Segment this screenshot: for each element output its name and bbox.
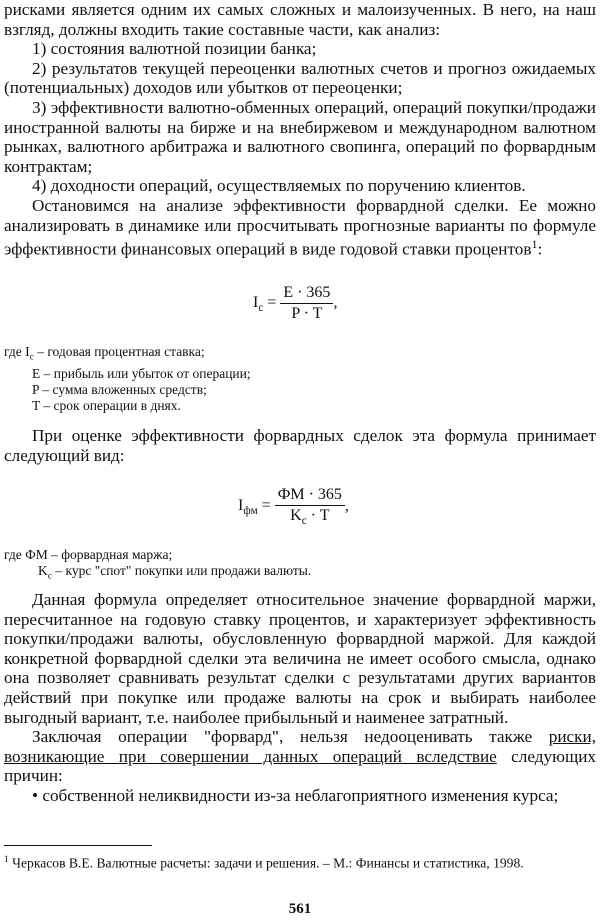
formula-denominator: P · T <box>291 305 323 322</box>
formula-lhs: $I_{фм}$ = <box>238 497 271 518</box>
definition-row: где $I_c$ – годовая процентная ставка; <box>4 344 205 363</box>
footnote <box>4 852 594 872</box>
formula-annual-rate <box>253 284 337 323</box>
paragraph-risks: Заключая операции "форвард", нельзя недооценивать также риски, возникающие при совершении данных операций вследствие следующих причин: <box>4 727 596 786</box>
definitions-list-2 <box>4 547 311 585</box>
footnote-mark: 1 <box>4 855 9 865</box>
text-block-lower <box>4 590 596 806</box>
formula-fraction <box>275 486 345 527</box>
paragraph-forward-formula: При оценке эффективности форвардных сделок эта формула принимает следующий вид: <box>4 426 596 465</box>
formula-forward-rate <box>238 486 349 527</box>
list-item-4: 4) доходности операций, осуществляемых по поручению клиентов. <box>32 176 526 196</box>
page-text <box>4 0 596 259</box>
formula-numerator: E · 365 <box>280 284 333 304</box>
paragraph-forward-analysis-text: Остановимся на анализе эффективности форвардной сделки. Ее можно анализировать в динамике или просчитывать прогнозные варианты по формуле эффективности финансовых операций в виде годовой ставки процентов <box>4 195 596 259</box>
definition-row: где ФМ – форвардная маржа; <box>4 547 173 562</box>
paragraph-intro: рисками является одним их самых сложных и малоизученных. В него, на наш взгляд, должны входить такие составные части, как анализ: <box>4 0 596 39</box>
definition-row: $K_c$ – курс "спот" покупки или продажи валюты. <box>38 563 312 582</box>
formula-denominator: $K_c \cdot T$ <box>290 507 330 528</box>
definitions-list-1 <box>4 344 251 415</box>
definition-row: P – сумма вложенных средств; <box>32 382 207 398</box>
underlined-phrase: возникающие при совершении данных операций вследствие <box>4 746 497 766</box>
definition-row: T – срок операции в днях. <box>32 398 181 414</box>
formula-numerator: ФМ · 365 <box>275 486 345 506</box>
paragraph-forward-analysis <box>4 196 596 260</box>
definition-row: E – прибыль или убыток от операции; <box>32 365 251 381</box>
formula-fraction <box>280 284 333 323</box>
formula-tail: , <box>333 294 338 312</box>
page-number: 561 <box>288 901 312 917</box>
footnote-divider <box>4 845 152 846</box>
footnote-text: Черкасов В.Е. Валютные расчеты: задачи и решения. – М.: Финансы и статистика, 1998. <box>8 855 524 871</box>
bullet-item-1: • собственной неликвидности из-за неблагоприятного изменения курса; <box>32 785 559 805</box>
list-item-3: 3) эффективности валютно-обменных операций, операций покупки/продажи иностранной валюты на бирже и на внебиржевом и международном валютном рынках, валютного арбитража и валютного свопинга, операций по форвардным контрактам; <box>4 97 596 176</box>
underlined-risks: риски, <box>548 727 596 747</box>
paragraph-formula-meaning: Данная формула определяет относительное значение форвардной маржи, пересчитанное на годовую ставку процентов, и характеризует эффективность покупки/продажи валюты, обусловленную форвардной маржой. Для каждой конкретной форвардной сделки эта величина не имеет особого смысла, однако она позволяет сравнивать результат сделки с результатами других вариантов действий при покупке или продаже валюты на срок и выбирать наиболее выгодный вариант, т.е. наиболее прибыльный и наименее затратный. <box>4 590 596 727</box>
footnote-ref: 1 <box>531 237 538 252</box>
formula-lhs: $I_c$ = <box>253 294 277 315</box>
formula-tail: , <box>344 497 349 515</box>
list-item-2: 2) результатов текущей переоценки валютных счетов и прогноз ожидаемых (потенциальных) доходов или убытков от переоценки; <box>4 58 596 98</box>
paragraph-forward-analysis-end: : <box>537 239 543 259</box>
list-item-1: 1) состояния валютной позиции банка; <box>32 39 317 59</box>
